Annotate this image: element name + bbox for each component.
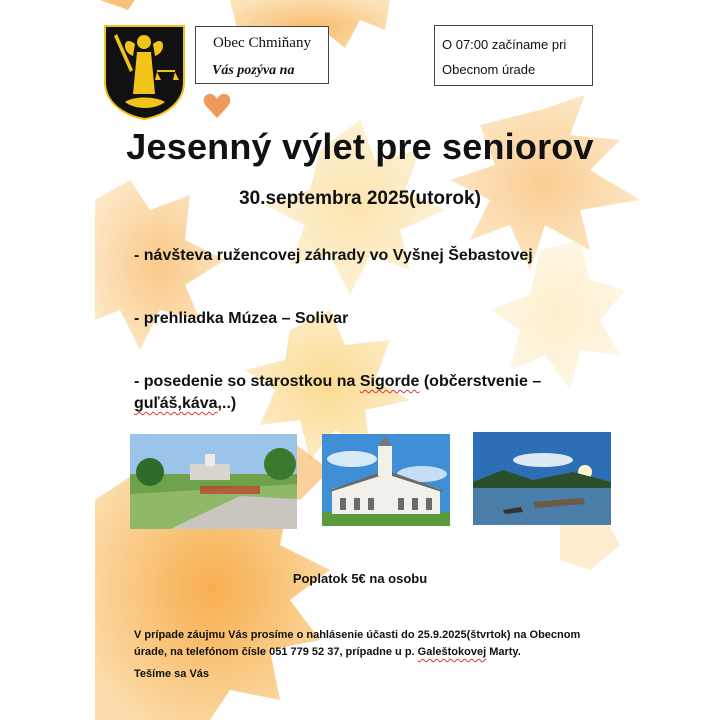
meeting-time-line2: Obecnom úrade xyxy=(442,62,536,77)
program-item3-end: ,..) xyxy=(217,395,237,412)
solivar-museum-photo xyxy=(322,434,450,526)
village-invite-box xyxy=(195,26,329,84)
program-item3-pre: - posedenie so starostkou na xyxy=(134,373,360,390)
leaf-right-upper xyxy=(450,95,640,270)
program-item-museum: - prehliadka Múzea – Solivar xyxy=(134,310,349,327)
notice-pre: V prípade záujmu Vás prosíme o nahlásenie účasti do 25.9.2025(štvrtok) na Obecnom úrade, na telefónom čísle 051 779 52 37, prípadne u p. xyxy=(134,629,581,658)
notice-post: Marty. xyxy=(486,646,521,658)
program-item3-post: (občerstvenie – xyxy=(419,373,542,390)
village-crest-logo xyxy=(103,24,186,120)
lake-sigord-photo xyxy=(473,432,611,525)
event-date: 30.septembra 2025(utorok) xyxy=(239,188,481,209)
signoff-text: Tešíme sa Vás xyxy=(134,668,210,680)
invite-text: Vás pozýva na xyxy=(212,63,295,78)
village-name: Obec Chmiňany xyxy=(213,35,311,51)
fee-text: Poplatok 5€ na osobu xyxy=(292,571,428,586)
registration-notice xyxy=(134,627,594,661)
program-item3-food: guľáš,káva xyxy=(134,395,218,412)
meeting-time-line1: O 07:00 začíname pri xyxy=(442,37,567,52)
heart-icon xyxy=(203,93,231,119)
program-item-garden: - návšteva ružencovej záhrady vo Vyšnej Šebastovej xyxy=(134,247,533,264)
notice-contact-name: Galeštokovej xyxy=(417,646,487,658)
rosary-garden-photo xyxy=(130,434,297,529)
program-item-meeting xyxy=(134,371,554,415)
program-item3-place: Sigorde xyxy=(359,373,420,390)
meeting-time-box xyxy=(434,25,593,86)
event-title: Jesenný výlet pre seniorov xyxy=(126,126,594,167)
leaf-top-left xyxy=(100,0,135,10)
